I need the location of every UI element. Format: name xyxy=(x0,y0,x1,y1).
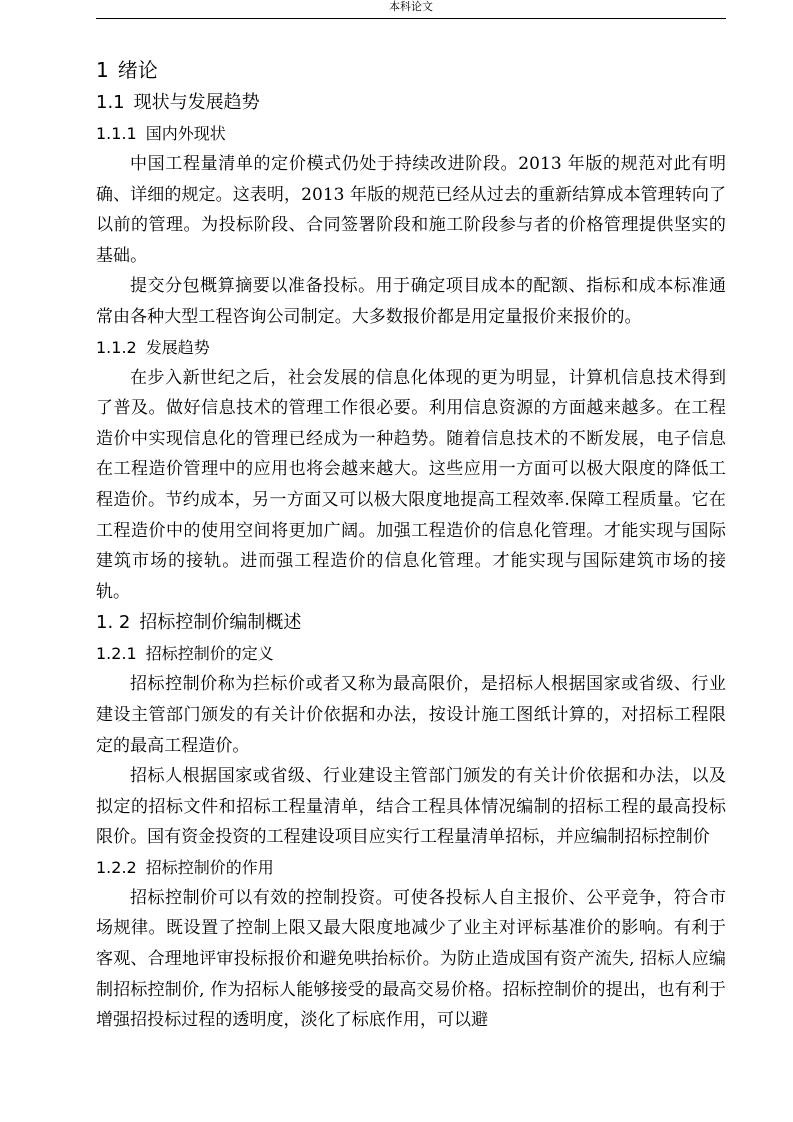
paragraph-6: 招标控制价可以有效的控制投资。可使各投标人自主报价、公平竞争，符合市场规律。既设置了控制上限又最大限度地减少了业主对评标基准价的影响。有利于客观、合理地评审投标报价和避免哄抬标价。为防止造成国有资产流失, 招标人应编制招标控制价, 作为招标人能够接受的最高交易价格。招标控制价的提出，也有利于增强招投标过程的透明度，淡化了标底作用，可以避 xyxy=(96,887,726,1031)
section-number: 1.1 xyxy=(96,92,125,113)
chapter-title: 绪论 xyxy=(117,58,158,82)
paragraph-1: 中国工程量清单的定价模式仍处于持续改进阶段。2013 年版的规范对此有明确、详细的规定。这表明，2013 年版的规范已经从过去的重新结算成本管理转向了以前的管理。为投标阶段、合同签署阶段和施工阶段参与者的价格管理提供坚实的基础。 xyxy=(96,154,726,266)
section-title: 现状与发展趋势 xyxy=(133,92,260,113)
paragraph-4: 招标控制价称为拦标价或者又称为最高限价，是招标人根据国家或省级、行业建设主管部门颁发的有关计价依据和办法，按设计施工图纸计算的，对招标工程限定的最高工程造价。 xyxy=(96,674,726,756)
subsection-heading-1-1-1 xyxy=(96,119,726,149)
subsection-number: 1.1.1 xyxy=(96,124,137,143)
chapter-number: 1 xyxy=(96,58,109,82)
paragraph-2: 提交分包概算摘要以准备投标。用于确定项目成本的配额、指标和成本标准通常由各种大型工程咨询公司制定。大多数报价都是用定量报价来报价的。 xyxy=(96,276,726,327)
subsection-number: 1.2.2 xyxy=(96,857,137,877)
subsection-heading-1-1-2 xyxy=(96,333,726,363)
page-header: 本科论文 xyxy=(96,0,726,19)
subsection-title: 招标控制价的定义 xyxy=(145,644,274,664)
subsection-title: 招标控制价的作用 xyxy=(145,857,274,877)
section-number: 1. 2 xyxy=(96,612,131,634)
section-title: 招标控制价编制概述 xyxy=(139,612,302,634)
subsection-title: 发展趋势 xyxy=(145,337,210,357)
chapter-heading xyxy=(96,54,726,87)
subsection-title: 国内外现状 xyxy=(145,124,226,143)
subsection-number: 1.2.1 xyxy=(96,644,137,664)
subsection-heading-1-2-1 xyxy=(96,639,726,669)
section-heading-1-1 xyxy=(96,87,726,119)
subsection-number: 1.1.2 xyxy=(96,337,137,357)
section-heading-1-2 xyxy=(96,607,726,639)
paragraph-5: 招标人根据国家或省级、行业建设主管部门颁发的有关计价依据和办法，以及拟定的招标文件和招标工程量清单，结合工程具体情况编制的招标工程的最高投标限价。国有资金投资的工程建设项目应实行工程量清单招标，并应编制招标控制价 xyxy=(96,766,726,848)
subsection-heading-1-2-2 xyxy=(96,853,726,883)
page-body xyxy=(96,54,726,1036)
paragraph-3: 在步入新世纪之后，社会发展的信息化体现的更为明显，计算机信息技术得到了普及。做好信息技术的管理工作很必要。利用信息资源的方面越来越多。在工程造价中实现信息化的管理已经成为一种趋势。随着信息技术的不断发展，电子信息在工程造价管理中的应用也将会越来越大。这些应用一方面可以极大限度的降低工程造价。节约成本，另一方面又可以极大限度地提高工程效率.保障工程质量。它在工程造价中的使用空间将更加广阔。加强工程造价的信息化管理。才能实现与国际建筑市场的接轨。进而强工程造价的信息化管理。才能实现与国际建筑市场的接轨。 xyxy=(96,367,726,602)
